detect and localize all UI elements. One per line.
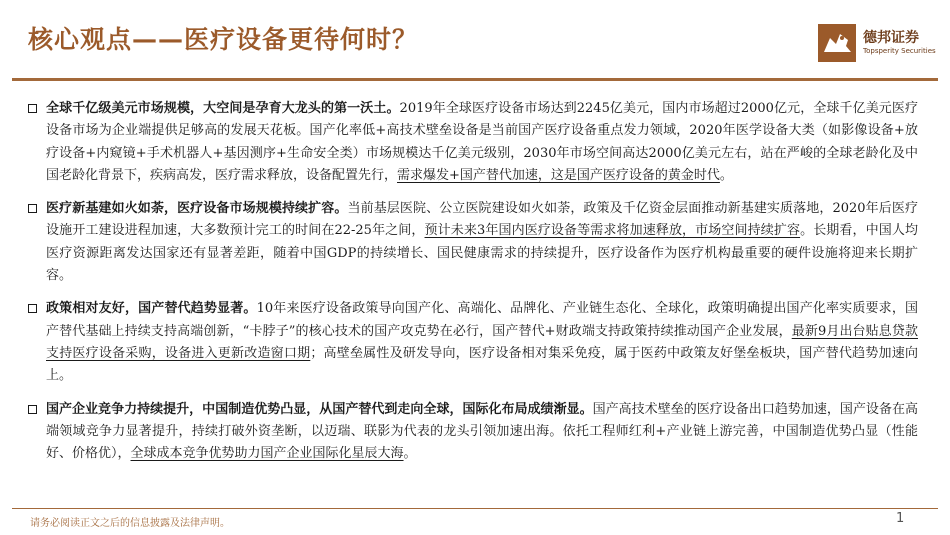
point-lead: 全球千亿级美元市场规模，大空间是孕育大龙头的第一沃土。 [46, 101, 400, 116]
point-highlight: 预计未来3年国内医疗设备等需求将加速释放，市场空间持续扩容 [424, 223, 801, 239]
key-points-list [28, 98, 918, 476]
title-divider [12, 78, 938, 81]
slide-title: 核心观点——医疗设备更待何时？ [28, 25, 419, 54]
key-point [28, 399, 918, 466]
point-body: 2019年全球医疗设备市场达到2245亿美元，国内市场超过2000亿元，全球千亿美元医疗设备市场为企业端提供足够高的发展天花板。国产化率低+高技术壁垒设备是当前国产医疗设备重点发力领域，2020年医学设备大类（如影像设备+放疗设备+内窥镜+手术机器人+基因测序+生命安全类）市场规模达千亿美元级别，2030年市场空间高达2000亿美元左右，站在严峻的全球老龄化及中国老龄化背景下，疾病高发，医疗需求释放，设备配置先行， [46, 101, 918, 183]
square-bullet-icon [28, 104, 37, 113]
key-point [28, 198, 918, 287]
square-bullet-icon [28, 304, 37, 313]
square-bullet-icon [28, 204, 37, 213]
square-bullet-icon [28, 405, 37, 414]
point-highlight: 需求爆发+国产替代加速，这是国产医疗设备的黄金时代 [397, 167, 720, 183]
point-highlight: 最新9月出台贴息贷款支持医疗设备采购，设备进入更新改造窗口期 [46, 323, 919, 361]
point-tail: ；高壁垒属性及研发导向，医疗设备相对集采免疫，属于医药中政策友好堡垒板块，国产替代趋势加速向上。 [46, 345, 918, 384]
point-lead: 国产企业竞争力持续提升，中国制造优势凸显，从国产替代到走向全球，国际化布局成绩渐显。 [46, 401, 593, 417]
key-point [28, 98, 918, 187]
page-number: 1 [896, 511, 905, 526]
point-tail: 。 [719, 167, 733, 183]
point-lead: 政策相对友好，国产替代趋势显著。 [46, 301, 257, 317]
brand-logo [818, 22, 938, 66]
point-body: 国产高技术壁垒的医疗设备出口趋势加速，国产设备在高端领域竞争力显著提升，持续打破外资垄断，以迈瑞、联影为代表的龙头引领加速出海。依托工程师红利+产业链上游完善，中国制造优势凸显（性能好、价格优）， [46, 401, 918, 462]
logo-chinese-name: 德邦证券 [863, 30, 919, 46]
point-tail: 。 [403, 446, 417, 462]
logo-mark-icon [818, 24, 856, 62]
point-lead: 医疗新基建如火如荼，医疗设备市场规模持续扩容。 [46, 201, 348, 217]
disclaimer-note: 请务必阅读正文之后的信息披露及法律声明。 [30, 518, 230, 529]
footer-divider [12, 508, 938, 509]
point-highlight: 全球成本竞争优势助力国产企业国际化星辰大海 [130, 446, 404, 462]
key-point [28, 298, 918, 387]
point-tail: 。长期看，中国人均医疗资源距离发达国家还有显著差距，随着中国GDP的持续增长、国民健康需求的持续提升，医疗设备作为医疗机构最重要的硬件设施将迎来长期扩容。 [46, 223, 918, 284]
logo-english-name: Topsperity Securities [863, 47, 936, 55]
point-body: 10年来医疗设备政策导向国产化、高端化、品牌化、产业链生态化、全球化，政策明确提出国产化率实质要求，国产替代基础上持续支持高端创新，“卡脖子”的核心技术的国产攻克势在必行，国产替代+财政端支持政策持续推动国产企业发展， [46, 301, 918, 339]
point-body: 当前基层医院、公立医院建设如火如荼，政策及千亿资金层面推动新基建实质落地，2020年后医疗设施开工建设进程加速，大多数预计完工的时间在22-25年之间， [46, 201, 918, 239]
